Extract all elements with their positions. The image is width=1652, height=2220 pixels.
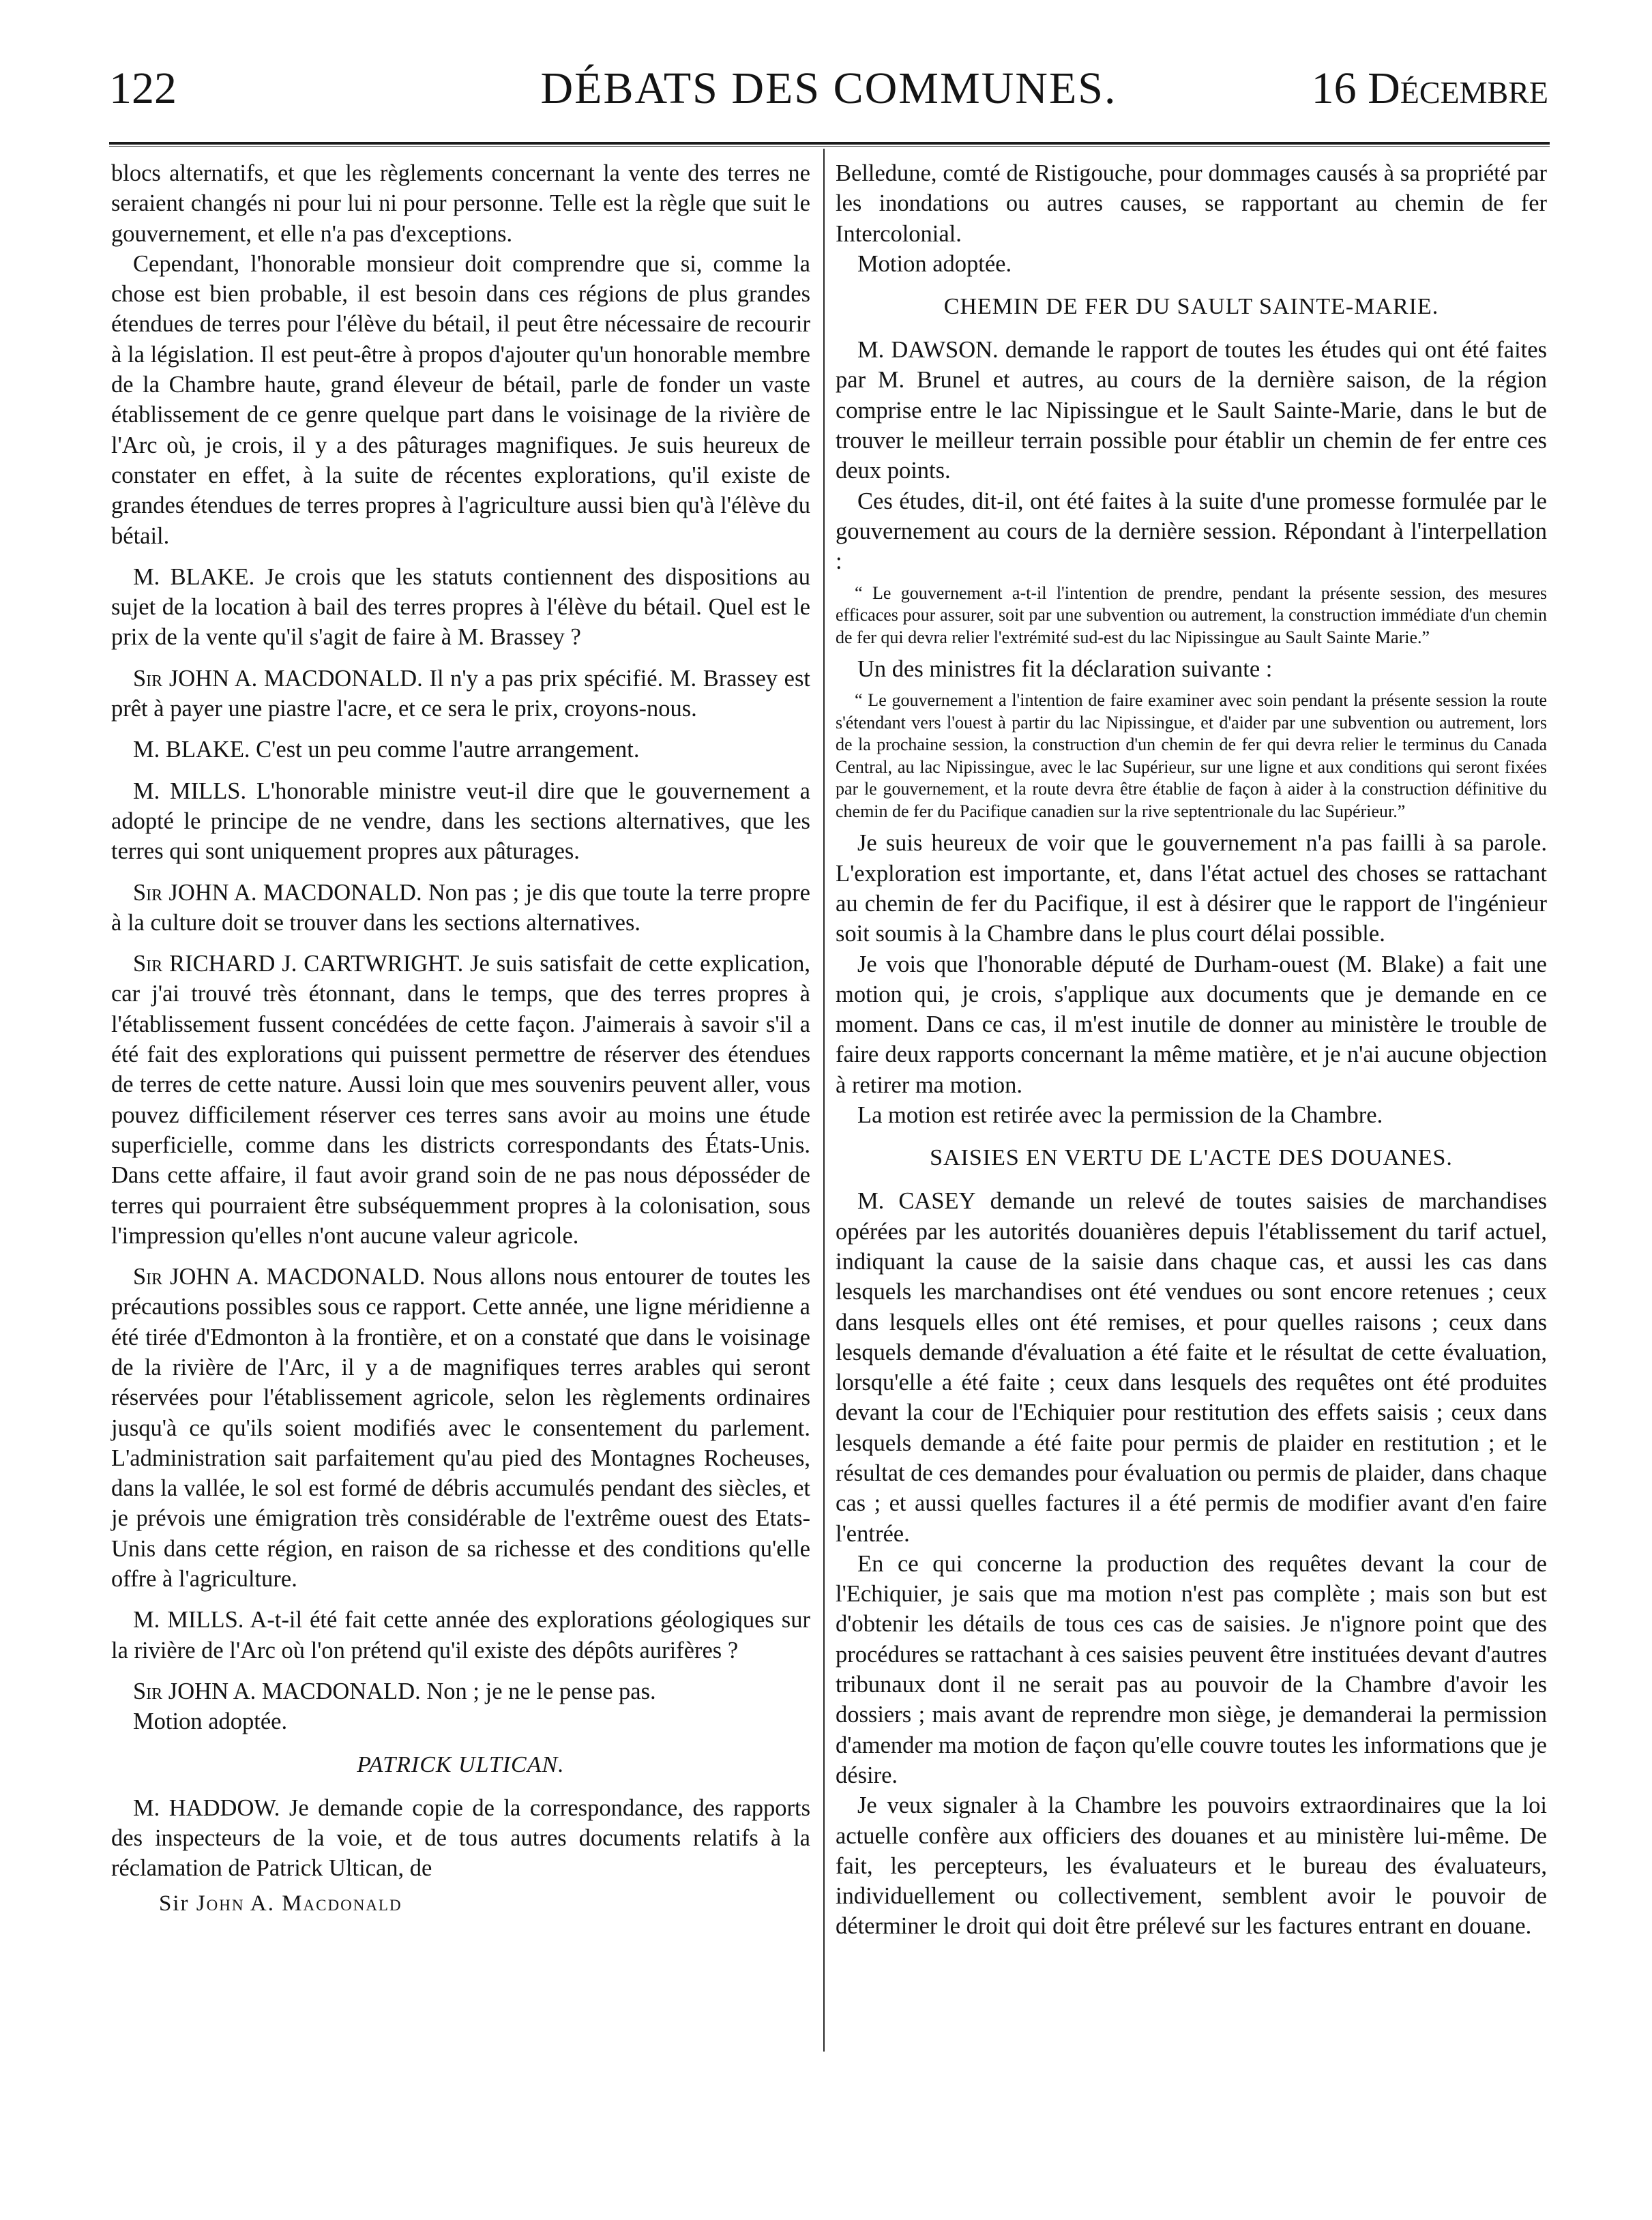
speech-text: Non pas ; je dis que toute la terre propre à la culture doit se trouver dans les sections alternatives. [111,879,810,936]
signature-prefix: Sir [159,1891,190,1916]
paragraph: La motion est retirée avec la permission de la Chambre. [857,1102,1383,1129]
speech [111,562,810,653]
page-header [109,63,1548,124]
speaker-name: Sir RICHARD J. CARTWRIGHT. [133,951,464,977]
right-column [836,158,1547,1942]
left-column [111,158,810,1916]
speech-text: L'honorable ministre veut-il dire que le gouvernement a adopté le principe de ne vendre, dans les sections alternatives, que les terres qui sont uniquement propres aux pâturages. [111,778,810,865]
speech [836,335,1547,486]
speech-text: Je crois que les statuts contiennent des dispositions au sujet de la location à bail des terres propres à l'élève du bétail. Quel est le prix de la vente qu'il s'agit de faire à M. Brassey ? [111,563,810,651]
signature-line [111,1891,810,1916]
speech [836,1186,1547,1549]
speech-text: demande un relevé de toutes saisies de marchandises opérées par les autorités douanières depuis l'établissement du tarif actuel, indiquant la cause de la saisie dans chaque cas, et aussi les cas dans lesquels les marchandises ont été vendues ou sont encore retenues ; ceux dans lesquels elles ont été remises, et pour quelles raisons ; ceux dans lesquels demande d'évaluation a été faite et le résultat de cette évaluation, lorsqu'elle a été faite ; ceux dans lesquels des requêtes ont été produites devant la cour de l'Echiquier pour restitution des effets saisis ; ceux dans lesquels demande a été faite pour permis de plaider en restitution ; et le résultat de ces demandes pour évaluation ou permis de plaider, dans chaque cas ; et aussi quelles factures il a été permis de modifier avant d'en faire l'entrée. [836,1188,1547,1547]
speech-text: Nous allons nous entourer de toutes les précautions possibles sous ce rapport. Cette année, une ligne méridienne a été tirée d'Edmonton à la frontière, et on a constaté que dans le voisinage de la rivière de l'Arc, il y a de magnifiques terres arables qui seront réservées pour l'établissement agricole, selon les règlements ordinaires jusqu'à ce qu'ils soient modifiés avec le consentement du parlement. L'administration sait parfaitement qu'au pied des Montagnes Rocheuses, dans la vallée, le sol est formé de débris accumulés pendant des siècles, et je prévois une émigration très considérable de l'extrême ouest des Etats-Unis dans cette région, en raison de sa richesse et des conditions qu'elle offre à l'agriculture. [111,1264,810,1593]
paragraph: Je suis heureux de voir que le gouvernement n'a pas failli à sa parole. L'exploration est importante, et, dans l'état actuel des choses se rattachant au chemin de fer du Pacifique, il est à désirer que le rapport de l'ingénieur soit soumis à la Chambre dans le plus court délai possible. [836,830,1547,947]
section-heading: SAISIES EN VERTU DE L'ACTE DES DOUANES. [930,1145,1453,1171]
speaker-name: Sir JOHN A. MACDONALD. [133,1678,421,1704]
page-number: 122 [109,63,177,113]
speech-text: C'est un peu comme l'autre arrangement. [256,737,640,763]
page-title: DÉBATS DES COMMUNES. [540,63,1117,113]
speech [111,776,810,867]
speech-text: Je demande copie de la correspondance, des rapports des inspecteurs de la voie, et de tous autres documents relatifs à la réclamation de Patrick Ultican, de [111,1794,811,1882]
speaker-name: Sir JOHN A. MACDONALD. [133,665,423,692]
column-divider [823,149,825,2052]
speaker-name: Sir JOHN A. MACDONALD. [133,1264,426,1290]
paragraph: En ce qui concerne la production des requêtes devant la cour de l'Echiquier, je sais que ma motion n'est pas complète ; mais son but est d'obtenir les détails de tous ces cas de saisies. Je n'ignore point que des procédures se rattachant à ces saisies peuvent être instituées devant d'autres tribunaux dont il ne serait pas au pouvoir de la Chambre d'avoir les dossiers ; mais avant de reprendre mon siège, je demanderai la permission d'amender ma motion de façon qu'elle couvre toutes les informations que je désire. [836,1550,1547,1788]
speaker-name: M. BLAKE. [133,737,250,763]
speech [111,1676,810,1706]
speaker-name: M. CASEY [857,1188,976,1215]
speech-text: Il n'y a pas prix spécifié. M. Brassey est prêt à payer une piastre l'acre, et ce sera le prix, croyons-nous. [111,665,811,722]
speaker-name: Sir JOHN A. MACDONALD. [133,879,422,906]
header-date [1312,63,1548,115]
header-date-day: 16 [1311,63,1357,113]
speech [111,1793,810,1884]
speech-text: Je suis satisfait de cette explication, car j'ai trouvé très étonnant, dans le temps, que des terres propres à l'établissement fussent concédées de cette façon. J'aimerais à savoir s'il a été fait des explorations qui puissent permettre de réserver des étendues de terres de cette nature. Aussi loin que mes souvenirs peuvent aller, vous pouvez difficilement réserver ces terres sans avoir au moins une étude superficielle, comme dans les districts correspondants des États-Unis. Dans cette affaire, il faut avoir grand soin de ne pas nous déposséder de terres qui pourraient être subséquemment propres à la colonisation, sous l'impression qu'elles n'ont aucune valeur agricole. [111,951,811,1249]
speaker-name: M. HADDOW. [133,1794,280,1821]
section-heading: CHEMIN DE FER DU SAULT SAINTE-MARIE. [943,294,1439,320]
speech-text: Non ; je ne le pense pas. [426,1678,656,1704]
header-date-month: Décembre [1368,63,1548,113]
paragraph: Belledune, comté de Ristigouche, pour dommages causés à sa propriété par les inondations ou autres causes, se rapportant au chemin de fer Intercolonial. [836,160,1547,247]
speech [111,878,810,938]
speaker-name: M. MILLS. [133,778,247,804]
signature-name: John A. Macdonald [196,1891,402,1916]
paragraph: Je vois que l'honorable député de Durham-ouest (M. Blake) a fait une motion qui, je crois, s'applique aux documents que je demande en ce moment. Dans ce cas, il m'est inutile de donner au ministère le trouble de faire deux rapports concernant la même matière, et je n'ai aucune objection à retirer ma motion. [836,951,1547,1098]
speaker-name: M. DAWSON. [857,337,999,364]
header-rule [109,142,1550,145]
speech [111,949,810,1251]
paragraph: Je veux signaler à la Chambre les pouvoirs extraordinaires que la loi actuelle confère aux officiers des douanes et au ministère lui-même. De fait, les percepteurs, les évaluateurs et le bureau des évaluateurs, individuellement ou collectivement, semblent avoir le pouvoir de déterminer le droit qui doit être prélevé sur les factures entrant en douane. [836,1792,1547,1940]
paragraph: Un des ministres fit la déclaration suivante : [857,656,1273,683]
speech-text: demande le rapport de toutes les études qui ont été faites par M. Brunel et autres, au cours de la dernière saison, de la région comprise entre le lac Nipissingue et le Sault Sainte-Marie, dans le but de trouver le meilleur terrain possible pour établir un chemin de fer entre ces deux points. [836,337,1548,484]
speech [111,735,810,765]
speech [111,1262,810,1594]
speech [111,664,810,724]
speech [111,1605,810,1666]
motion-result: Motion adoptée. [133,1708,288,1735]
paragraph: blocs alternatifs, et que les règlements concernant la vente des terres ne seraient changés ni pour lui ni pour personne. Telle est la règle que suit le gouvernement, et elle n'a pas d'exceptions. [111,160,810,247]
quotation: “ Le gouvernement a-t-il l'intention de prendre, pendant la présente session, des mesures efficaces pour assurer, soit par une subvention ou autrement, la construction immédiate d'un chemin de fer qui devra relier l'extrémité sud-est du lac Nipissingue au Sault Sainte Marie.” [836,582,1547,647]
paragraph: Ces études, dit-il, ont été faites à la suite d'une promesse formulée par le gouvernement au cours de la dernière session. Répondant à l'interpellation : [836,488,1547,575]
section-heading: PATRICK ULTICAN. [357,1751,565,1777]
paragraph: Cependant, l'honorable monsieur doit comprendre que si, comme la chose est bien probable, il est besoin dans ces régions de plus grandes étendues de terres pour l'élève du bétail, il peut être nécessaire de recourir à la législation. Il est peut-être à propos d'ajouter qu'un honorable membre de la Chambre haute, grand éleveur de bétail, parle de fonder un vaste établissement de ce genre quelque part dans le voisinage de la rivière de l'Arc où, je crois, il y a des pâturages magnifiques. Je suis heureux de constater en effet, à la suite de récentes explorations, qu'il existe de grandes étendues de terres propres à l'agriculture aussi bien qu'à l'élève du bétail. [111,250,810,549]
speaker-name: M. BLAKE. [133,563,255,590]
motion-result: Motion adoptée. [857,250,1012,277]
speaker-name: M. MILLS. [133,1607,244,1633]
quotation: “ Le gouvernement a l'intention de faire examiner avec soin pendant la présente session la route s'étendant vers l'ouest à partir du lac Nipissingue, et d'aider par une subvention ou autrement, lors de la prochaine session, la construction d'un chemin de fer qui devra relier le terminus du Canada Central, au lac Nipissingue, avec le lac Supérieur, sur une ligne et aux conditions qui seront fixées par le gouvernement, et la route devra être établie de façon à aider à la construction définitive du chemin de fer du Pacifique canadien sur la rive septentrionale du lac Supérieur.” [836,690,1547,821]
speech-text: A-t-il été fait cette année des explorations géologiques sur la rivière de l'Arc où l'on prétend qu'il existe des dépôts aurifères ? [111,1607,810,1663]
header-rule-thin [109,146,1550,147]
